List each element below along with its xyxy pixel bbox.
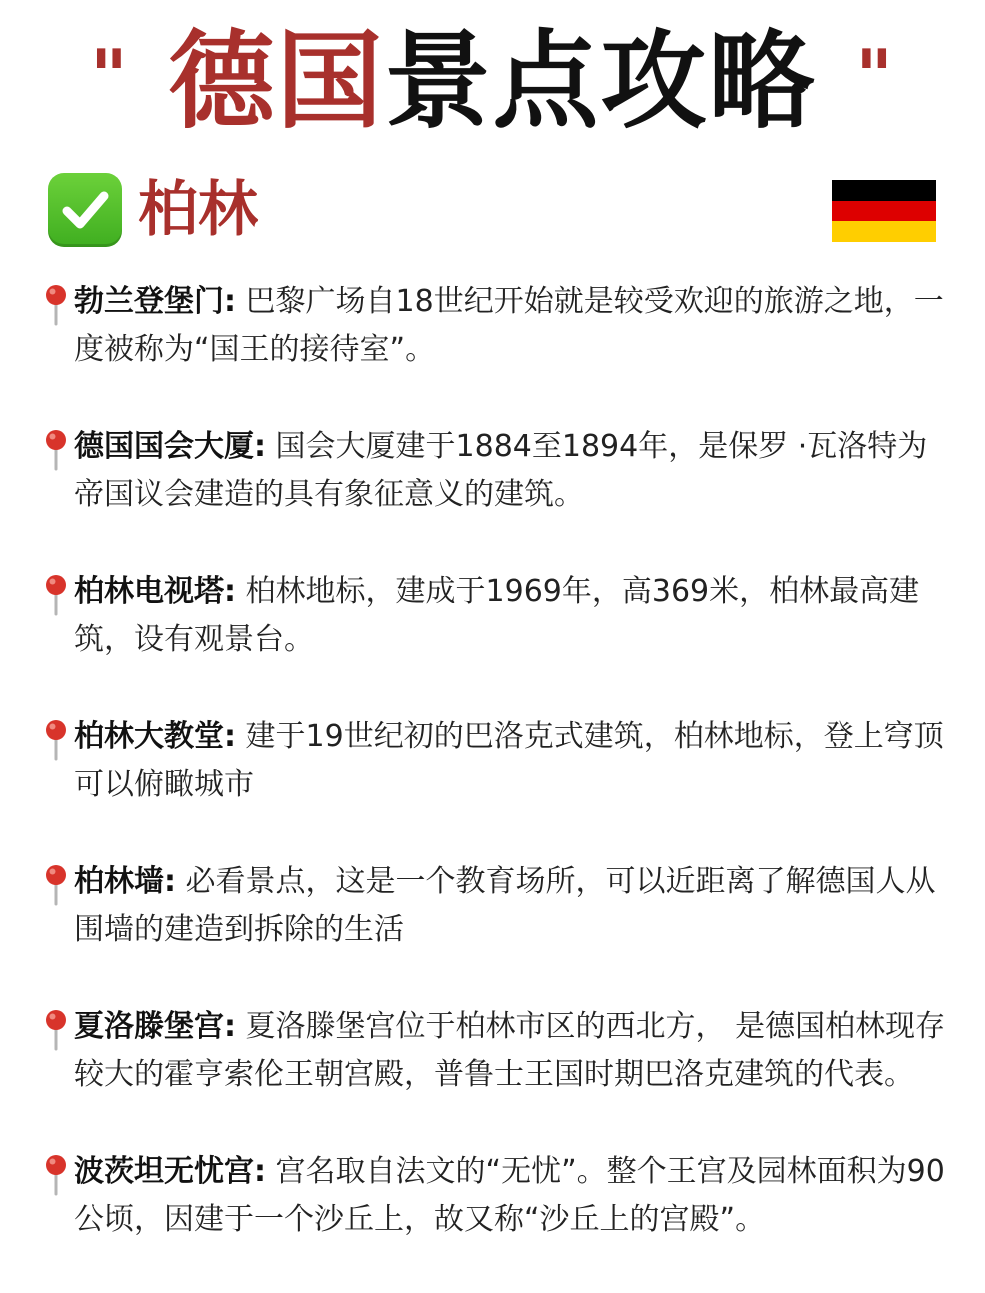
section-title-text: 柏林 xyxy=(138,175,258,245)
attraction-name: 柏林电视塔: xyxy=(74,574,236,609)
map-pin-icon xyxy=(44,1154,68,1196)
attraction-name: 柏林大教堂: xyxy=(74,719,236,754)
map-pin-icon xyxy=(44,864,68,906)
attraction-text xyxy=(40,278,950,374)
flag-stripe-red xyxy=(832,201,936,222)
attraction-desc: 柏林地标，建成于1969年，高369米，柏林最高建筑，设有观景台。 xyxy=(74,574,920,657)
attraction-text xyxy=(40,1148,950,1244)
attraction-item xyxy=(40,1148,950,1293)
attraction-text xyxy=(40,858,950,954)
title-part-guide: 景点攻略 xyxy=(384,20,817,143)
attraction-text xyxy=(40,1003,950,1099)
attraction-text xyxy=(40,713,950,809)
attraction-item xyxy=(40,568,950,713)
attraction-desc: 夏洛滕堡宫位于柏林市区的西北方， 是德国柏林现存较大的霍亨索伦王朝宫殿，普鲁士王国时期巴洛克建筑的代表。 xyxy=(74,1009,946,1092)
attraction-desc: 宫名取自法文的“无忧”。整个王宫及园林面积为90公顷，因建于一个沙丘上，故又称“沙丘上的宫殿”。 xyxy=(74,1154,945,1237)
attraction-desc: 国会大厦建于1884至1894年，是保罗 ·瓦洛特为帝国议会建造的具有象征意义的建筑。 xyxy=(74,429,928,512)
section-header xyxy=(48,172,262,248)
section-title xyxy=(134,175,262,245)
map-pin-icon xyxy=(44,429,68,471)
map-pin-icon xyxy=(44,284,68,326)
attraction-desc: 巴黎广场自18世纪开始就是较受欢迎的旅游之地，一度被称为“国王的接待室”。 xyxy=(74,284,944,367)
attraction-name: 勃兰登堡门: xyxy=(74,284,236,319)
attraction-item xyxy=(40,278,950,423)
flag-stripe-black xyxy=(832,180,936,201)
attraction-desc: 必看景点，这是一个教育场所，可以近距离了解德国人从围墙的建造到拆除的生活 xyxy=(74,864,936,947)
title-close-quote: " xyxy=(855,34,895,118)
attraction-item xyxy=(40,423,950,568)
check-mark-icon xyxy=(48,173,122,247)
attraction-text xyxy=(40,568,950,664)
attraction-text xyxy=(40,423,950,519)
attraction-name: 夏洛滕堡宫: xyxy=(74,1009,236,1044)
map-pin-icon xyxy=(44,719,68,761)
flag-stripe-gold xyxy=(832,221,936,242)
attraction-name: 波茨坦无忧宫: xyxy=(74,1154,266,1189)
attraction-item xyxy=(40,1003,950,1148)
map-pin-icon xyxy=(44,574,68,616)
attraction-item xyxy=(40,713,950,858)
attraction-list xyxy=(40,278,950,1293)
attraction-name: 柏林墙: xyxy=(74,864,176,899)
title-part-germany: 德国 xyxy=(168,20,385,143)
attraction-name: 德国国会大厦: xyxy=(74,429,266,464)
attraction-desc: 建于19世纪初的巴洛克式建筑，柏林地标，登上穹顶可以俯瞰城市 xyxy=(74,719,944,802)
page-title xyxy=(0,18,985,146)
germany-flag-icon xyxy=(832,180,936,242)
map-pin-icon xyxy=(44,1009,68,1051)
title-open-quote: " xyxy=(90,34,130,118)
attraction-item xyxy=(40,858,950,1003)
